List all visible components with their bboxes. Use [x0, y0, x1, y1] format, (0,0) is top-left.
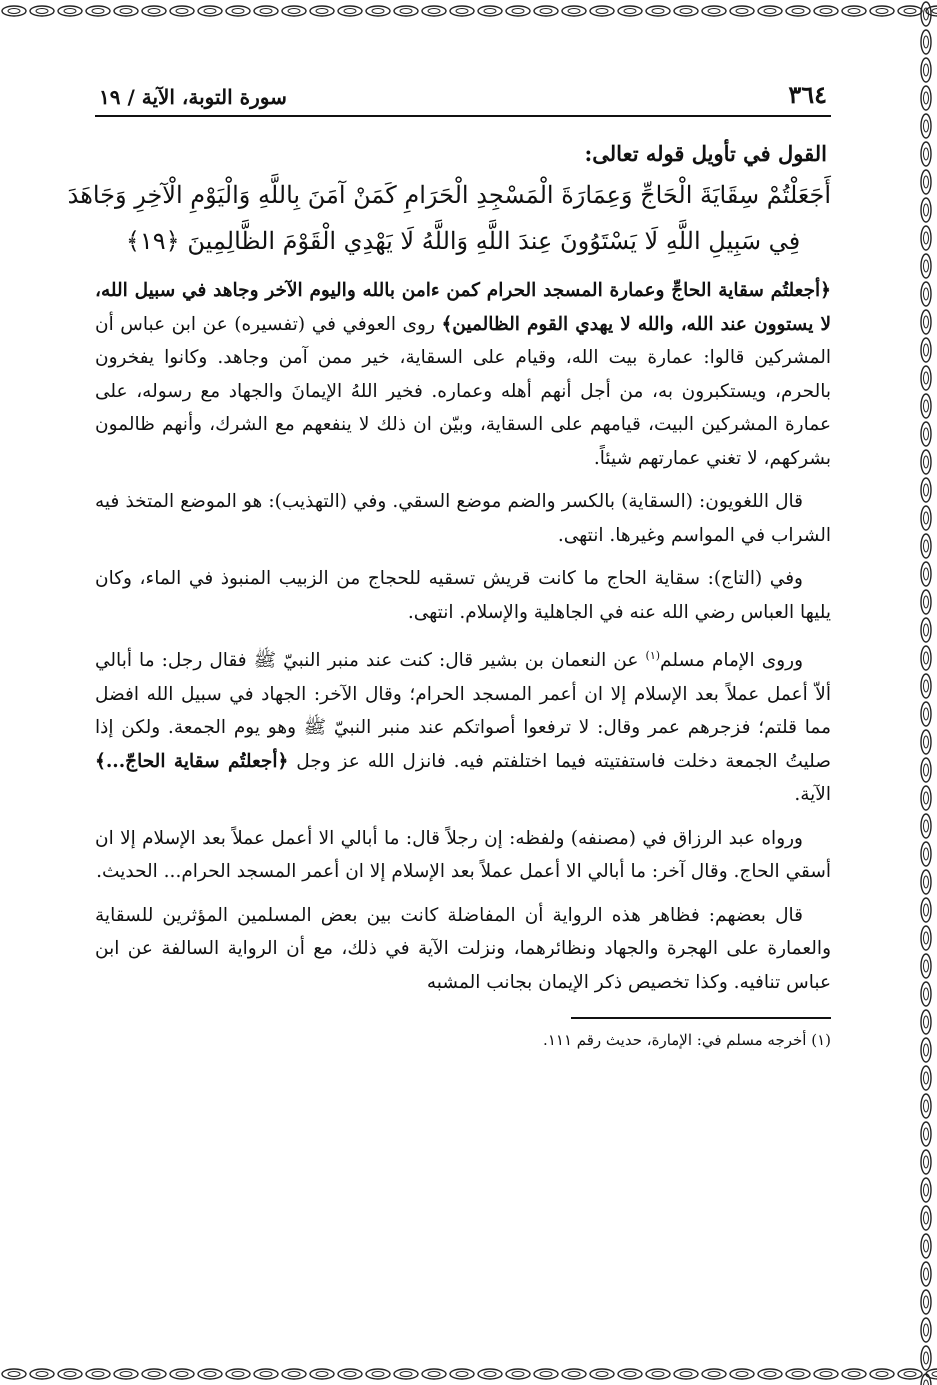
- verse-line-1: أَجَعَلْتُمْ سِقَايَةَ الْحَاجِّ وَعِمَارَةَ الْمَسْجِدِ الْحَرَامِ كَمَنْ آمَنَ بِاللَّهِ وَالْيَوْمِ الْآخِرِ وَجَاهَدَ: [67, 181, 831, 209]
- page-header: [95, 80, 831, 117]
- verse-quote: ﴿أجعلتُم سقاية الحاجّ...﴾: [95, 750, 289, 772]
- quran-verse: [67, 172, 831, 264]
- decorative-border-bottom: [0, 1363, 937, 1385]
- section-title: القول في تأويل قوله تعالى:: [584, 141, 827, 166]
- paragraph-text: روى العوفي في (تفسيره) عن ابن عباس أن المشركين قالوا: عمارة بيت الله، وقيام على السقاية، خير ممن آمن وجاهد. وكانوا يفخرون بالحرم، ويستكبرون به، من أجل أنهم أهله وعماره. فخير اللهُ الإيمانَ والجهاد مع رسوله، على عمارة المشركين البيت، قيامهم على السقاية، وبيّن ان ذلك لا ينفعهم مع الشرك، وأنهم ظالمون بشركهم، لا تغني عمارتهم شيئاً.: [95, 313, 831, 469]
- paragraph-1: [95, 274, 831, 475]
- verse-quote: ﴿أجعلتُم سقاية الحاجِّ وعمارة المسجد الحرام كمن ءامن بالله واليوم الآخر وجاهد في سبيل الله، لا يستوون عند الله، والله لا يهدي القوم الظالمين﴾: [95, 280, 831, 335]
- verse-line-2: فِي سَبِيلِ اللَّهِ لَا يَسْتَوُونَ عِندَ اللَّهِ وَاللَّهُ لَا يَهْدِي الْقَوْمَ الظَّالِمِينَ ﴿١٩﴾: [125, 227, 801, 255]
- decorative-border-top: [0, 0, 937, 22]
- page-number: ٣٦٤: [788, 80, 827, 109]
- paragraph-3: وفي (التاج): سقاية الحاج ما كانت قريش تسقيه للحجاج من الزبيب المنبوذ في الماء، وكان يليها العباس رضي الله عنه في الجاهلية والإسلام. انتهى.: [95, 568, 831, 623]
- page-content: [67, 80, 831, 1050]
- paragraph-5: ورواه عبد الرزاق في (مصنفه) ولفظه: إن رجلاً قال: ما أبالي الا أعمل عملاً بعد الإسلام إلا ان أسقي الحاج. وقال آخر: ما أبالي الا أعمل عملاً بعد الإسلام إلا ان أعمر المسجد الحرام... الحديث.: [95, 827, 831, 883]
- paragraph-text: وروى الإمام مسلم: [660, 650, 804, 672]
- paragraph-2: قال اللغويون: (السقاية) بالكسر والضم موضع السقي. وفي (التهذيب): هو الموضع المتخذ فيه الشراب في المواسم وغيرها. انتهى.: [95, 491, 831, 546]
- paragraph-6: قال بعضهم: فظاهر هذه الرواية أن المفاضلة كانت بين بعض المسلمين المؤثرين للسقاية والعمارة على الهجرة والجهاد ونظائرهما، ونزلت الآية في ذلك، مع أن الرواية السالفة عن ابن عباس تنافيه. وكذا تخصيص ذكر الإيمان بجانب المشبه: [95, 904, 831, 993]
- footnote: (١) أخرجه مسلم في: الإمارة، حديث رقم ١١١.: [543, 1031, 831, 1050]
- footnote-divider: [571, 1017, 831, 1019]
- running-title: سورة التوبة، الآية / ١٩: [99, 85, 287, 109]
- decorative-border-right: [915, 0, 937, 1385]
- paragraph-text: الآية.: [794, 784, 831, 806]
- paragraph-4: [95, 639, 831, 812]
- paragraph-text: عن النعمان بن بشير قال: كنت عند منبر النبيّ ﷺ فقال رجل: ما أبالي ألاّ أعمل عملاً بعد الإسلام إلا ان أعمر المسجد الحرام؛ وقال الآخر: الجهاد في سبيل الله افضل مما قلتم؛ فزجرهم عمر وقال: لا ترفعوا أصواتكم عند منبر النبيّ ﷺ وهو يوم الجمعة. ولكن إذا صليتُ الجمعة دخلت فاستفتيته فيما اختلفتم فيه. فانزل الله عز وجل: [95, 650, 831, 772]
- footnote-ref: (١): [645, 649, 661, 662]
